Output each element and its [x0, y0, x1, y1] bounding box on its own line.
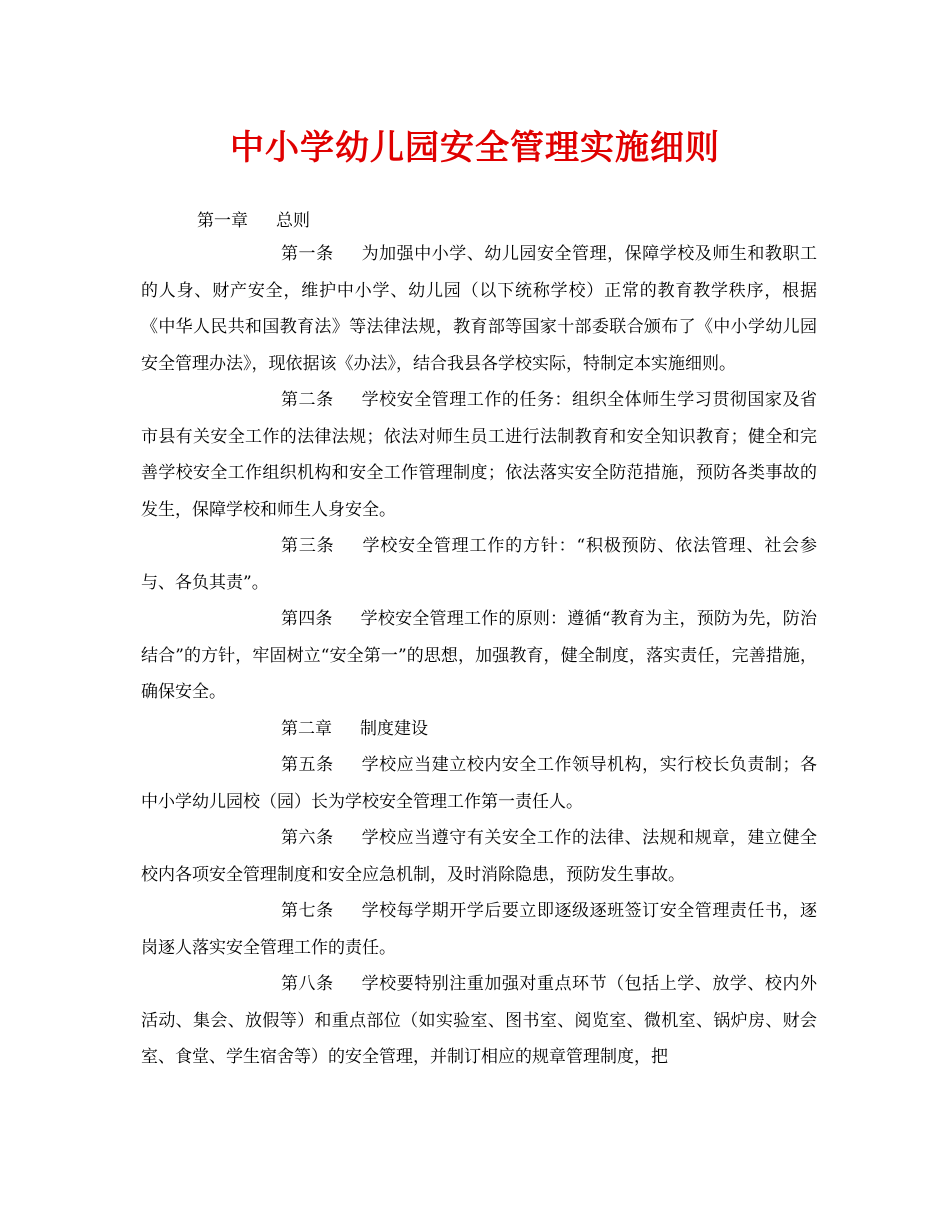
- article-paragraph: [141, 747, 817, 820]
- article-label: 第八条: [281, 974, 334, 994]
- article-paragraph: [141, 528, 817, 601]
- chapter-label: 第一章: [197, 211, 248, 231]
- chapter-label: 第二章: [281, 718, 332, 739]
- article-label: 第六条: [281, 828, 334, 848]
- article-text: 学校应当建立校内安全工作领导机构，实行校长负责制；各中小学幼儿园校（园）长为学校安全管理工作第一责任人。: [141, 755, 818, 812]
- article-label: 第三条: [281, 536, 335, 556]
- article-text: 学校安全管理工作的原则：遵循“教育为主，预防为先，防治结合”的方针，牢固树立“安全第一”的思想，加强教育，健全制度，落实责任，完善措施，确保安全。: [141, 609, 817, 702]
- article-paragraph: [141, 966, 817, 1076]
- article-text: 学校每学期开学后要立即逐级逐班签订安全管理责任书，逐岗逐人落实安全管理工作的责任。: [141, 901, 818, 958]
- article-paragraph: [141, 820, 817, 893]
- document-title: 中小学幼儿园安全管理实施细则: [230, 128, 720, 168]
- article-paragraph: [141, 601, 817, 711]
- document-body: [141, 236, 817, 1076]
- article-text: 学校安全管理工作的方针：“积极预防、依法管理、社会参与、各负其责”。: [141, 536, 817, 593]
- article-label: 第四条: [281, 609, 333, 629]
- article-text: 为加强中小学、幼儿园安全管理，保障学校及师生和教职工的人身、财产安全，维护中小学、幼儿园（以下统称学校）正常的教育教学秩序，根据《中华人民共和国教育法》等法律法规，教育部等国家十部委联合颁布了《中小学幼儿园安全管理办法》，现依据该《办法》，结合我县各学校实际，特制定本实施细则。: [141, 244, 818, 374]
- article-label: 第七条: [281, 901, 334, 921]
- chapter-title: 总则: [276, 211, 310, 231]
- article-text: 学校要特别注重加强对重点环节（包括上学、放学、校内外活动、集会、放假等）和重点部位（如实验室、图书室、阅览室、微机室、锅炉房、财会室、食堂、学生宿舍等）的安全管理，并制订相应的规章管理制度，把: [141, 974, 818, 1067]
- article-text: 学校应当遵守有关安全工作的法律、法规和规章，建立健全校内各项安全管理制度和安全应急机制，及时消除隐患，预防发生事故。: [141, 828, 818, 885]
- article-paragraph: [141, 893, 817, 966]
- article-label: 第一条: [281, 244, 334, 264]
- chapter-title: 制度建设: [360, 718, 428, 739]
- chapter-heading: [197, 208, 310, 234]
- article-text: 学校安全管理工作的任务：组织全体师生学习贯彻国家及省市县有关安全工作的法律法规；依法对师生员工进行法制教育和安全知识教育；健全和完善学校安全工作组织机构和安全工作管理制度；依法落实安全防范措施，预防各类事故的发生，保障学校和师生人身安全。: [141, 390, 818, 520]
- article-label: 第五条: [281, 755, 334, 775]
- article-paragraph: [141, 236, 817, 382]
- chapter-heading-2: [141, 711, 817, 748]
- article-label: 第二条: [281, 390, 334, 410]
- article-paragraph: [141, 382, 817, 528]
